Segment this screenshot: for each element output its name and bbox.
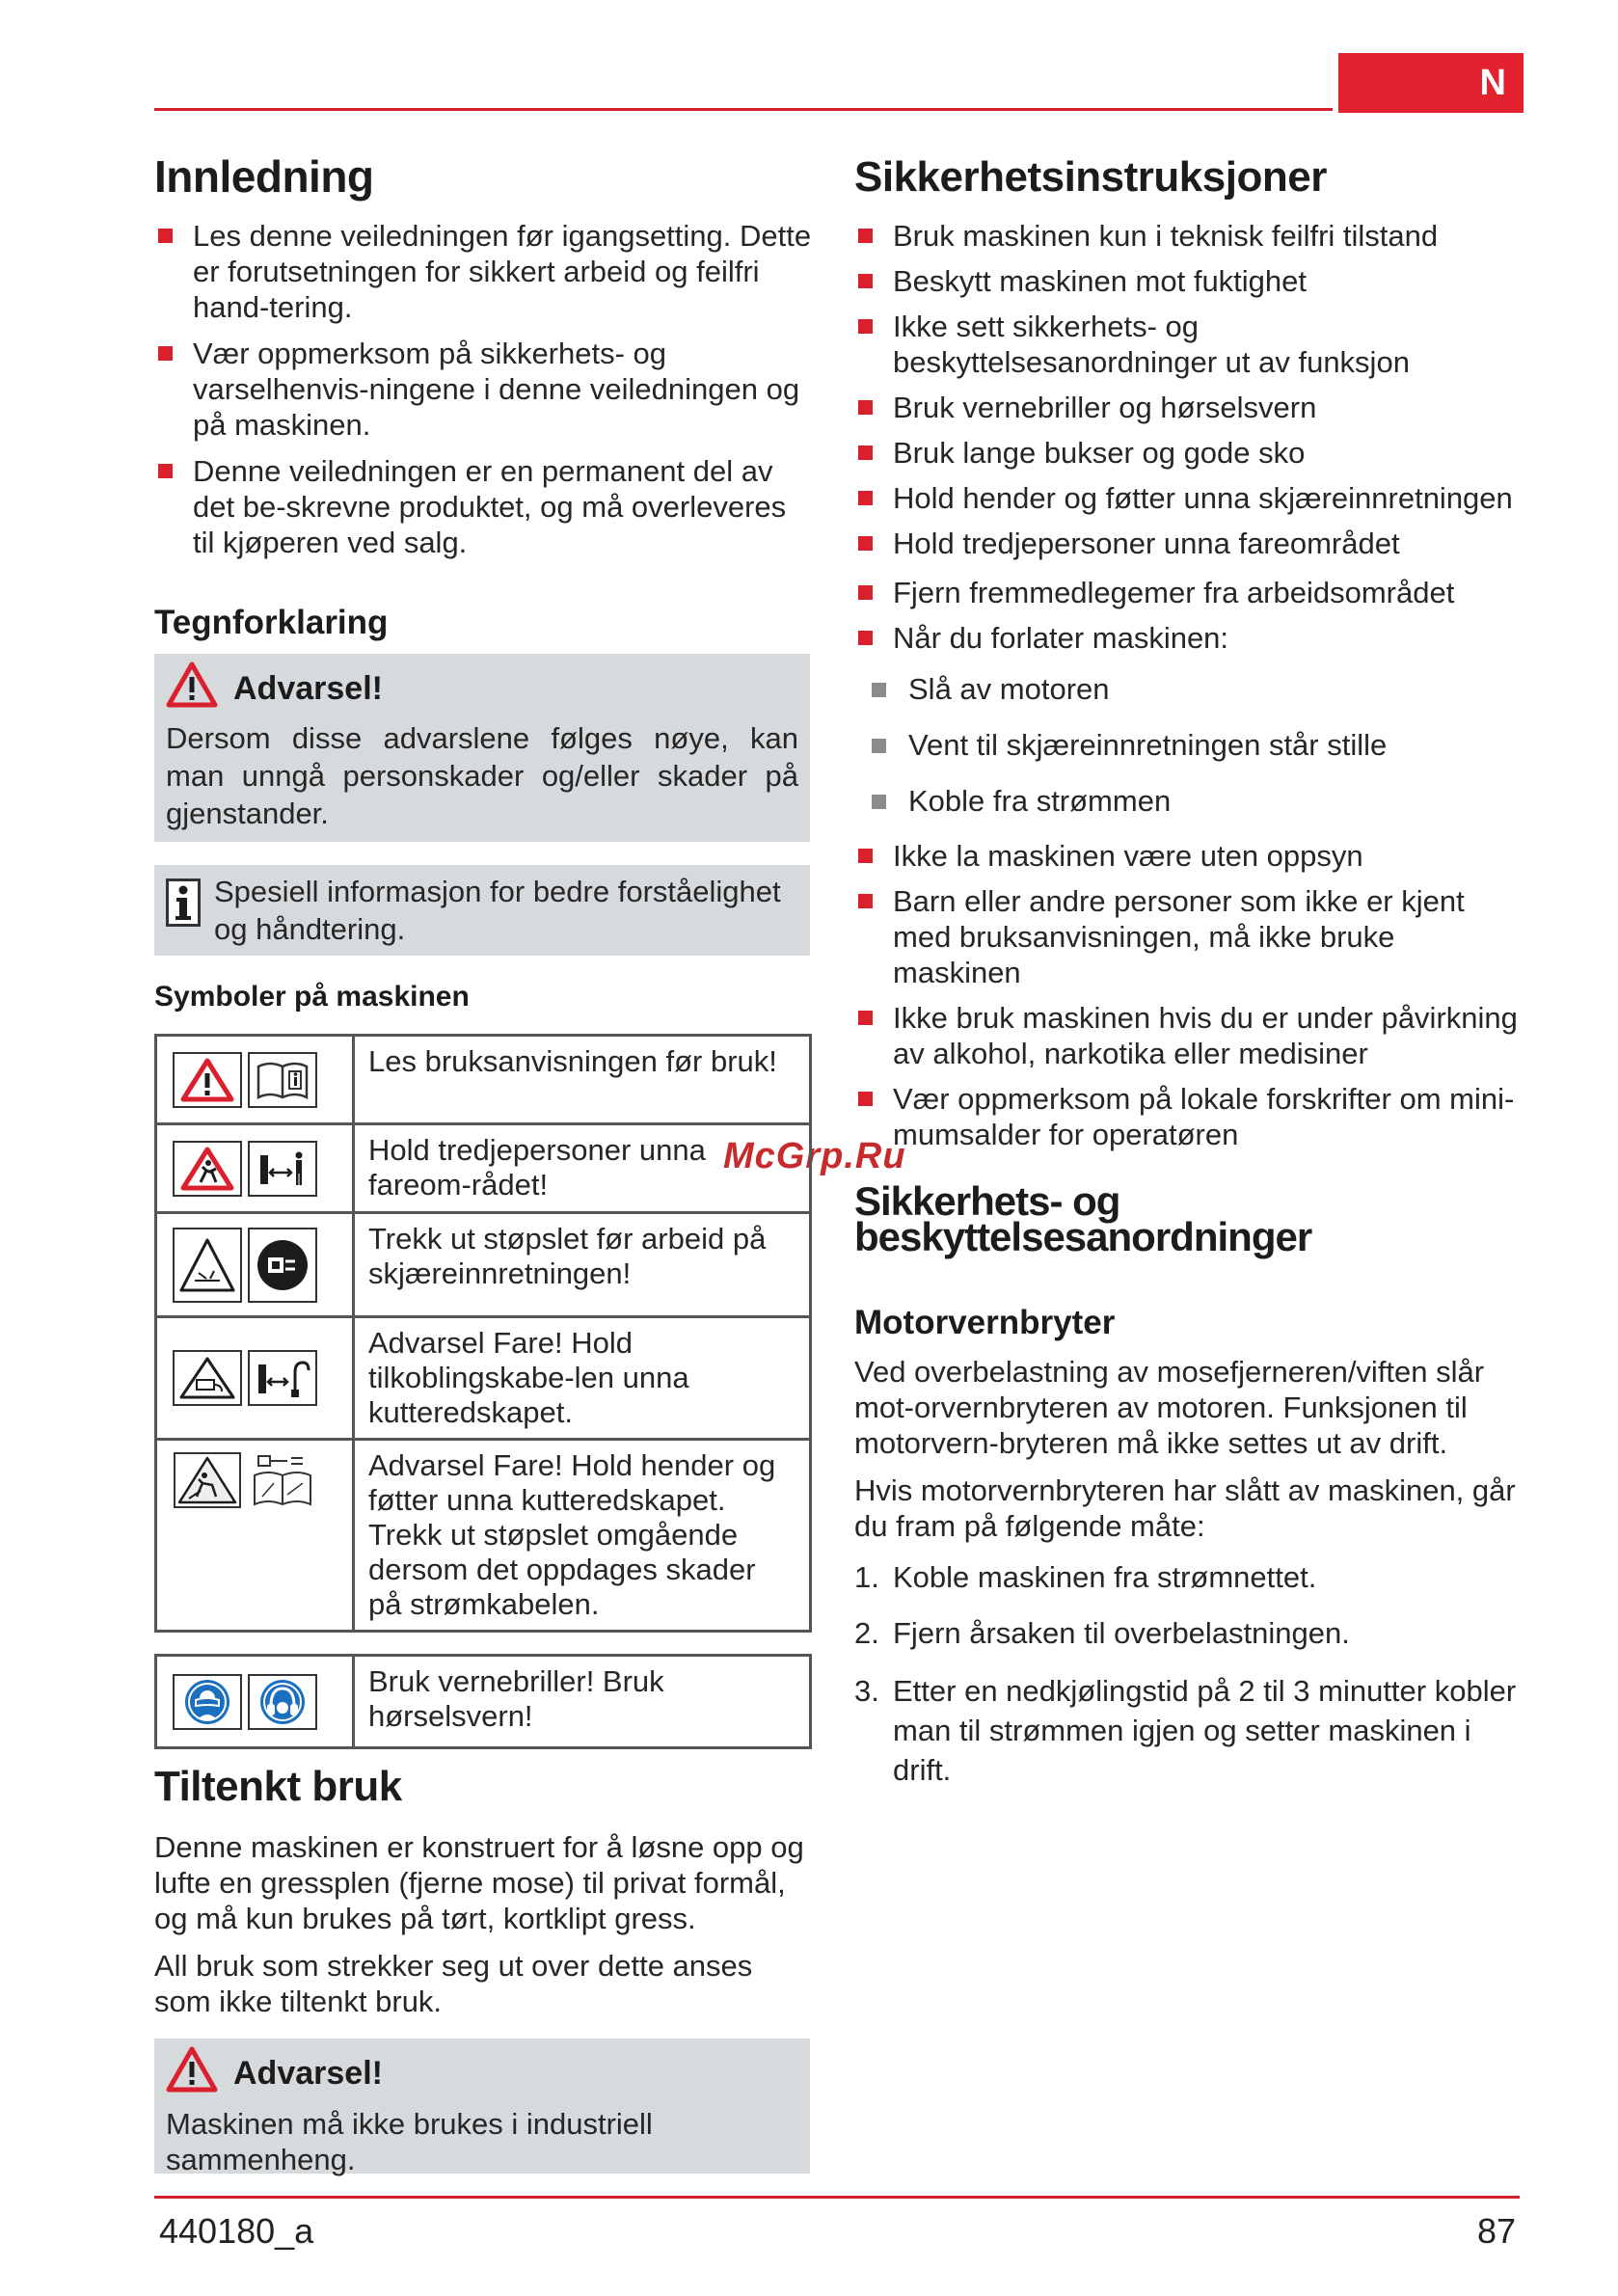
list-item: Slå av motoren bbox=[854, 671, 1520, 707]
step-number: 3. bbox=[854, 1674, 879, 1708]
warning-header bbox=[166, 662, 798, 716]
hand-foot-warning-icon bbox=[173, 1452, 242, 1508]
devices-heading: Sikkerhets- og beskyttelsesanordninger bbox=[854, 1178, 1312, 1259]
safety-heading: Sikkerhetsinstruksjoner bbox=[854, 153, 1327, 201]
symbol-text: Les bruksanvisningen før bruk! bbox=[354, 1036, 811, 1124]
watermark: McGrp.Ru bbox=[723, 1136, 906, 1176]
usage-warning-box bbox=[154, 2039, 810, 2174]
intro-heading: Innledning bbox=[154, 151, 374, 202]
list-item: Barn eller andre personer som ikke er kjent med bruksanvisningen, må ikke bruke maskinen bbox=[854, 883, 1520, 990]
warning-text: Dersom disse advarslene følges nøye, kan man unngå personskader og/eller skader på gjenstander. bbox=[166, 721, 798, 830]
safety-sublist bbox=[854, 671, 1520, 819]
list-item: Ikke la maskinen være uten oppsyn bbox=[854, 838, 1520, 874]
symbol-icons bbox=[156, 1213, 354, 1317]
left-column bbox=[154, 151, 812, 2176]
table-row bbox=[156, 1440, 811, 1632]
table-row bbox=[156, 1317, 811, 1440]
list-item: Denne veiledningen er en permanent del av det be-skrevne produktet, og må overleveres til kjøperen ved salg. bbox=[154, 453, 812, 560]
footer-rule bbox=[154, 2196, 1520, 2199]
warning-triangle-icon bbox=[166, 662, 218, 716]
info-text: Spesiell informasjon for bedre forståelighet og håndtering. bbox=[214, 875, 781, 946]
list-item: Bruk maskinen kun i teknisk feilfri tilstand bbox=[854, 218, 1520, 254]
warning-triangle-icon bbox=[166, 2046, 218, 2100]
language-tab: N bbox=[1338, 53, 1524, 113]
warning-triangle-icon bbox=[173, 1052, 242, 1108]
list-item: Vent til skjæreinnretningen står stille bbox=[854, 727, 1520, 763]
step-number: 1. bbox=[854, 1560, 879, 1594]
warning-text: Maskinen må ikke brukes i industriell sammenheng. bbox=[166, 2107, 653, 2176]
manual-plug-icon bbox=[248, 1452, 317, 1508]
step-text: Fjern årsaken til overbelastningen. bbox=[893, 1616, 1350, 1650]
list-item: Beskytt maskinen mot fuktighet bbox=[854, 263, 1520, 299]
symbol-icons bbox=[156, 1036, 354, 1124]
symbols-table bbox=[154, 1034, 812, 1633]
list-item bbox=[854, 1615, 1520, 1651]
list-item: Fjern fremmedlegemer fra arbeidsområdet bbox=[854, 575, 1520, 610]
safety-list bbox=[854, 218, 1520, 656]
motor-switch-heading: Motorvernbryter bbox=[854, 1304, 1116, 1341]
list-item: Les denne veiledningen før igangsetting. Dette er forutsetningen for sikkert arbeid og feilfri hand-tering. bbox=[154, 218, 812, 325]
table-row bbox=[156, 1124, 811, 1213]
table-row bbox=[156, 1656, 811, 1748]
symbol-text: Advarsel Fare! Hold hender og føtter unna kutteredskapet. Trekk ut støpslet omgående dersom det oppdages skader på strømkabelen. bbox=[354, 1440, 811, 1632]
thrown-object-warning-icon bbox=[173, 1141, 242, 1197]
list-item: Ikke sett sikkerhets- og beskyttelsesanordninger ut av funksjon bbox=[854, 309, 1520, 380]
symbol-text: Trekk ut støpslet før arbeid på skjæreinnretningen! bbox=[354, 1213, 811, 1317]
symbols-heading: Symboler på maskinen bbox=[154, 981, 470, 1013]
cable-distance-icon bbox=[248, 1350, 317, 1406]
list-item bbox=[854, 1671, 1520, 1790]
list-item: Ikke bruk maskinen hvis du er under påvirkning av alkohol, narkotika eller medisiner bbox=[854, 1000, 1520, 1071]
blade-warning-icon bbox=[173, 1228, 242, 1303]
intro-list bbox=[154, 218, 812, 560]
warning-title: Advarsel! bbox=[233, 2054, 383, 2092]
unplug-icon bbox=[248, 1228, 317, 1303]
keep-distance-icon bbox=[248, 1141, 317, 1197]
legend-heading: Tegnforklaring bbox=[154, 604, 389, 641]
usage-paragraph-1: Denne maskinen er konstruert for å løsne opp og lufte en gressplen (fjerne mose) til privat formål, og må kun brukes på tørt, kortklipt gress. bbox=[154, 1830, 804, 1935]
list-item: Hold tredjepersoner unna fareområdet bbox=[854, 526, 1520, 561]
cable-warning-icon bbox=[173, 1350, 242, 1406]
list-item: Hold hender og føtter unna skjæreinnretningen bbox=[854, 480, 1520, 516]
ear-protection-icon bbox=[248, 1674, 317, 1730]
header-rule bbox=[154, 108, 1333, 111]
document-id: 440180_a bbox=[159, 2211, 314, 2251]
ppe-text: Bruk vernebriller! Bruk hørselsvern! bbox=[354, 1656, 811, 1748]
right-column bbox=[854, 153, 1520, 1790]
usage-heading: Tiltenkt bruk bbox=[154, 1763, 402, 1810]
symbol-icons bbox=[156, 1317, 354, 1440]
table-row bbox=[156, 1213, 811, 1317]
warning-title: Advarsel! bbox=[233, 669, 383, 707]
safety-list-continued bbox=[854, 838, 1520, 1152]
warning-box bbox=[154, 654, 810, 842]
step-number: 2. bbox=[854, 1616, 879, 1650]
symbol-text: Advarsel Fare! Hold tilkoblingskabe-len unna kutteredskapet. bbox=[354, 1317, 811, 1440]
step-text: Etter en nedkjølingstid på 2 til 3 minutter kobler man til strømmen igjen og setter maskinen i drift. bbox=[893, 1674, 1517, 1787]
list-item: Koble fra strømmen bbox=[854, 783, 1520, 819]
ppe-icons bbox=[156, 1656, 354, 1748]
safety-goggles-icon bbox=[173, 1674, 242, 1730]
list-item: Bruk vernebriller og hørselsvern bbox=[854, 390, 1520, 425]
info-icon bbox=[166, 878, 201, 934]
list-item: Vær oppmerksom på lokale forskrifter om mini-mumsalder for operatøren bbox=[854, 1081, 1520, 1152]
page-number: 87 bbox=[1476, 2211, 1516, 2251]
manual-book-icon bbox=[248, 1052, 317, 1108]
devices-paragraph-2: Hvis motorvernbryteren har slått av maskinen, går du fram på følgende måte: bbox=[854, 1473, 1516, 1543]
info-box bbox=[154, 865, 810, 956]
symbol-text: Hold tredjepersoner unna fareom-rådet! bbox=[354, 1124, 811, 1213]
table-row bbox=[156, 1036, 811, 1124]
step-text: Koble maskinen fra strømnettet. bbox=[893, 1560, 1317, 1594]
symbol-icons bbox=[156, 1440, 354, 1632]
list-item: Når du forlater maskinen: bbox=[854, 620, 1520, 656]
list-item: Vær oppmerksom på sikkerhets- og varselhenvis-ningene i denne veiledningen og på maskinen. bbox=[154, 336, 812, 443]
list-item: Bruk lange bukser og gode sko bbox=[854, 435, 1520, 471]
devices-paragraph-1: Ved overbelastning av mosefjerneren/viften slår mot-orvernbryteren av motoren. Funksjonen til motorvern-bryteren må ikke settes ut av drift. bbox=[854, 1355, 1485, 1460]
symbol-icons bbox=[156, 1124, 354, 1213]
warning-header bbox=[166, 2046, 798, 2100]
steps-list bbox=[854, 1559, 1520, 1790]
ppe-table bbox=[154, 1654, 812, 1749]
usage-paragraph-2: All bruk som strekker seg ut over dette anses som ikke tiltenkt bruk. bbox=[154, 1949, 753, 2018]
list-item bbox=[854, 1559, 1520, 1595]
